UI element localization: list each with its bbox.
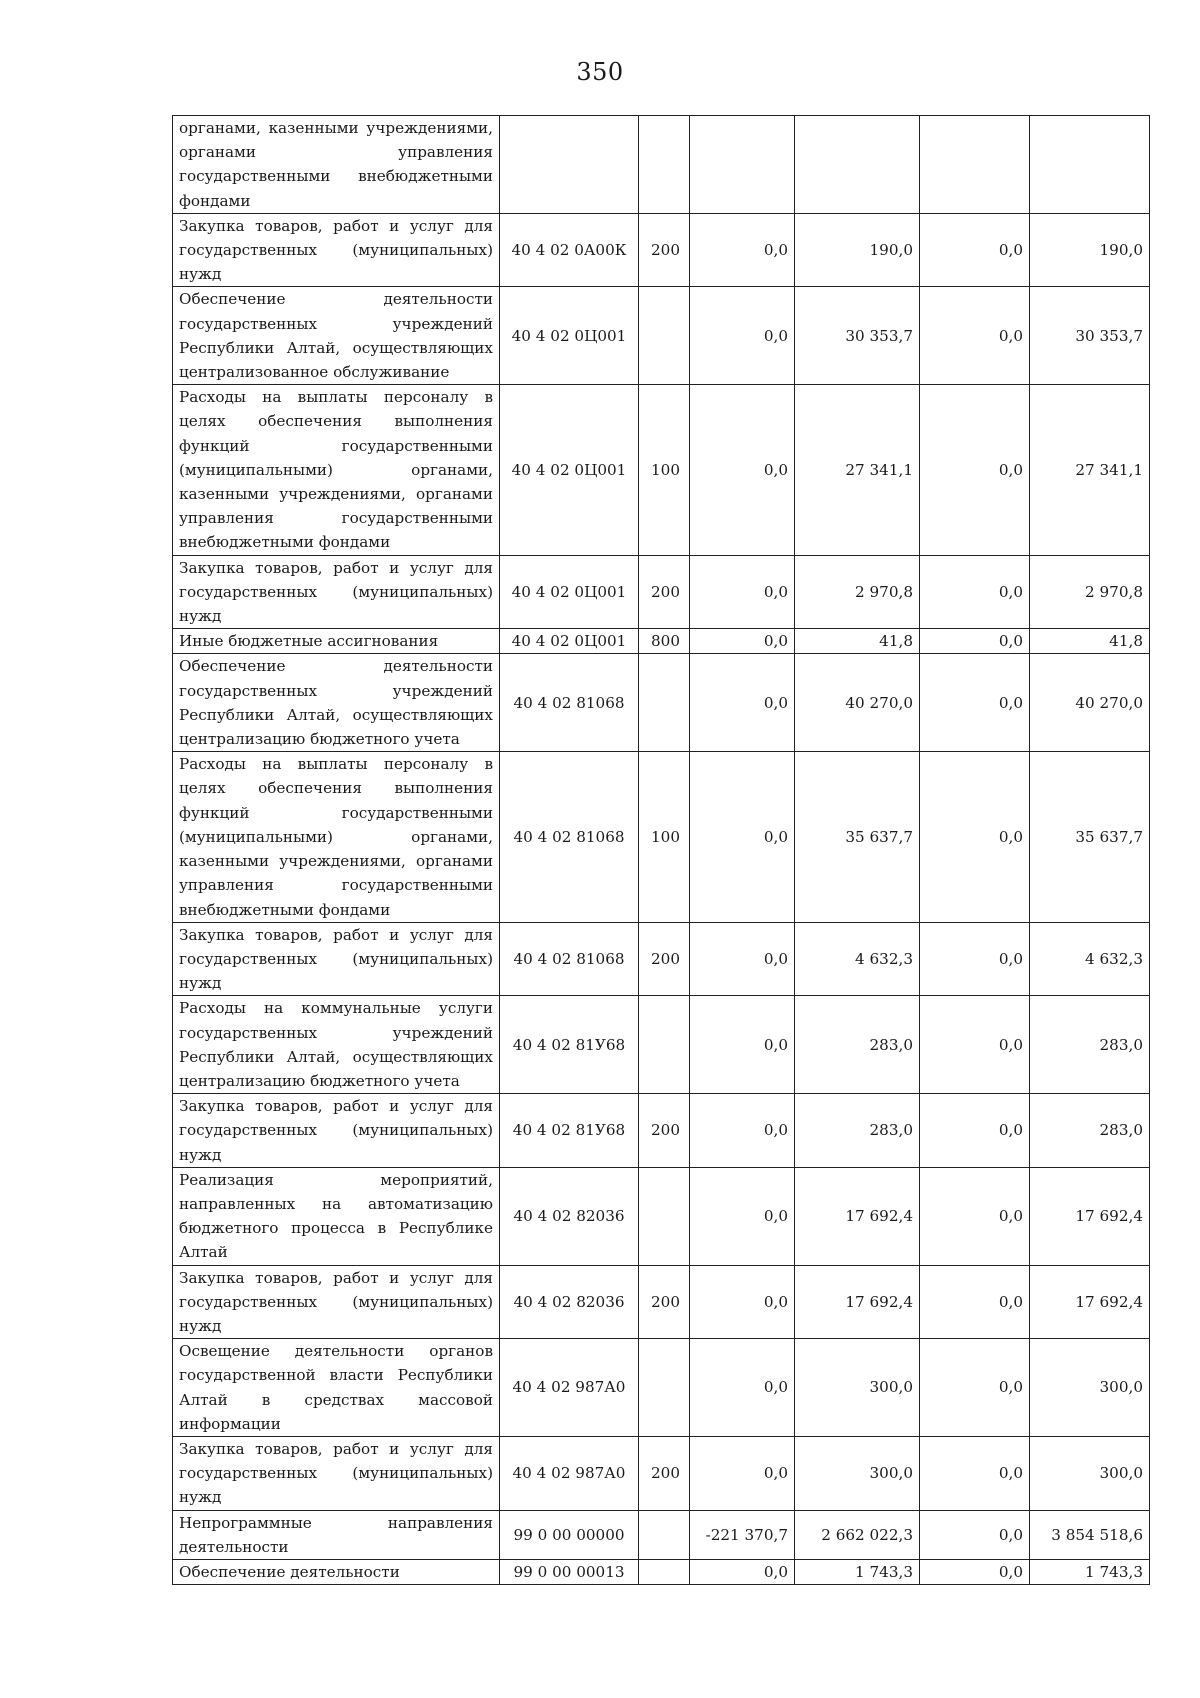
row-name: Закупка товаров, работ и услуг для государственных (муниципальных) нужд bbox=[173, 1436, 500, 1510]
row-expense-type bbox=[639, 1559, 690, 1584]
budget-table bbox=[172, 115, 1150, 1585]
row-value-3: 0,0 bbox=[920, 1094, 1030, 1168]
row-value-3: 0,0 bbox=[920, 287, 1030, 385]
row-code: 40 4 02 0Ц001 bbox=[500, 385, 639, 555]
row-value-1: 0,0 bbox=[690, 1559, 795, 1584]
row-value-4: 35 637,7 bbox=[1030, 752, 1150, 922]
table-row bbox=[173, 1167, 1150, 1265]
row-expense-type bbox=[639, 1510, 690, 1559]
row-value-4: 300,0 bbox=[1030, 1436, 1150, 1510]
table-row bbox=[173, 116, 1150, 214]
row-code: 40 4 02 81У68 bbox=[500, 996, 639, 1094]
row-value-4: 40 270,0 bbox=[1030, 654, 1150, 752]
table-row bbox=[173, 922, 1150, 996]
row-expense-type bbox=[639, 1167, 690, 1265]
row-value-2: 40 270,0 bbox=[795, 654, 920, 752]
row-value-1: -221 370,7 bbox=[690, 1510, 795, 1559]
row-value-4: 3 854 518,6 bbox=[1030, 1510, 1150, 1559]
row-value-3 bbox=[920, 116, 1030, 214]
table-row bbox=[173, 996, 1150, 1094]
row-name: Расходы на коммунальные услуги государственных учреждений Республики Алтай, осуществляющих централизацию бюджетного учета bbox=[173, 996, 500, 1094]
row-value-3: 0,0 bbox=[920, 654, 1030, 752]
row-value-2: 300,0 bbox=[795, 1436, 920, 1510]
row-value-2: 17 692,4 bbox=[795, 1265, 920, 1339]
row-expense-type: 200 bbox=[639, 213, 690, 287]
row-expense-type bbox=[639, 287, 690, 385]
row-value-4: 1 743,3 bbox=[1030, 1559, 1150, 1584]
row-code: 40 4 02 0Ц001 bbox=[500, 287, 639, 385]
row-code: 40 4 02 0А00К bbox=[500, 213, 639, 287]
row-value-1: 0,0 bbox=[690, 629, 795, 654]
row-name: Расходы на выплаты персоналу в целях обеспечения выполнения функций государственными (муниципальными) органами, казенными учреждениями, органами управления государственными внебюджетными фондами bbox=[173, 752, 500, 922]
row-expense-type: 200 bbox=[639, 1265, 690, 1339]
row-name: органами, казенными учреждениями, органами управления государственными внебюджетными фондами bbox=[173, 116, 500, 214]
row-name: Закупка товаров, работ и услуг для государственных (муниципальных) нужд bbox=[173, 1265, 500, 1339]
row-name: Обеспечение деятельности государственных учреждений Республики Алтай, осуществляющих централизованное обслуживание bbox=[173, 287, 500, 385]
row-value-4: 190,0 bbox=[1030, 213, 1150, 287]
row-code: 40 4 02 81068 bbox=[500, 654, 639, 752]
row-value-1: 0,0 bbox=[690, 752, 795, 922]
row-value-2: 4 632,3 bbox=[795, 922, 920, 996]
table-row bbox=[173, 555, 1150, 629]
row-code: 40 4 02 0Ц001 bbox=[500, 629, 639, 654]
row-value-3: 0,0 bbox=[920, 385, 1030, 555]
row-value-3: 0,0 bbox=[920, 1167, 1030, 1265]
row-value-1: 0,0 bbox=[690, 385, 795, 555]
row-value-2: 2 970,8 bbox=[795, 555, 920, 629]
row-value-3: 0,0 bbox=[920, 1265, 1030, 1339]
row-name: Расходы на выплаты персоналу в целях обеспечения выполнения функций государственными (муниципальными) органами, казенными учреждениями, органами управления государственными внебюджетными фондами bbox=[173, 385, 500, 555]
row-code: 40 4 02 987А0 bbox=[500, 1339, 639, 1437]
row-value-2: 283,0 bbox=[795, 1094, 920, 1168]
page-number: 350 bbox=[576, 58, 624, 86]
row-code: 99 0 00 00013 bbox=[500, 1559, 639, 1584]
row-code: 40 4 02 81068 bbox=[500, 922, 639, 996]
row-value-2: 41,8 bbox=[795, 629, 920, 654]
row-expense-type: 100 bbox=[639, 385, 690, 555]
row-value-1 bbox=[690, 116, 795, 214]
row-value-4: 27 341,1 bbox=[1030, 385, 1150, 555]
row-code bbox=[500, 116, 639, 214]
table-row bbox=[173, 629, 1150, 654]
row-value-4: 300,0 bbox=[1030, 1339, 1150, 1437]
row-value-1: 0,0 bbox=[690, 996, 795, 1094]
row-value-2: 1 743,3 bbox=[795, 1559, 920, 1584]
row-code: 40 4 02 82036 bbox=[500, 1265, 639, 1339]
table-row bbox=[173, 385, 1150, 555]
row-value-4: 17 692,4 bbox=[1030, 1167, 1150, 1265]
row-name: Закупка товаров, работ и услуг для государственных (муниципальных) нужд bbox=[173, 1094, 500, 1168]
row-expense-type: 200 bbox=[639, 1094, 690, 1168]
row-value-2: 190,0 bbox=[795, 213, 920, 287]
row-value-1: 0,0 bbox=[690, 654, 795, 752]
row-name: Иные бюджетные ассигнования bbox=[173, 629, 500, 654]
row-value-4: 4 632,3 bbox=[1030, 922, 1150, 996]
row-expense-type bbox=[639, 1339, 690, 1437]
row-name: Непрограммные направления деятельности bbox=[173, 1510, 500, 1559]
row-value-2: 35 637,7 bbox=[795, 752, 920, 922]
table-row bbox=[173, 1436, 1150, 1510]
table-row bbox=[173, 1094, 1150, 1168]
row-value-3: 0,0 bbox=[920, 1559, 1030, 1584]
table-row bbox=[173, 752, 1150, 922]
row-value-4: 41,8 bbox=[1030, 629, 1150, 654]
row-value-3: 0,0 bbox=[920, 213, 1030, 287]
row-code: 40 4 02 987А0 bbox=[500, 1436, 639, 1510]
row-value-3: 0,0 bbox=[920, 1436, 1030, 1510]
table-row bbox=[173, 213, 1150, 287]
row-expense-type bbox=[639, 996, 690, 1094]
row-value-3: 0,0 bbox=[920, 555, 1030, 629]
row-expense-type: 200 bbox=[639, 555, 690, 629]
table-row bbox=[173, 654, 1150, 752]
row-name: Реализация мероприятий, направленных на автоматизацию бюджетного процесса в Республике Алтай bbox=[173, 1167, 500, 1265]
row-name: Обеспечение деятельности bbox=[173, 1559, 500, 1584]
table-row bbox=[173, 1339, 1150, 1437]
row-name: Обеспечение деятельности государственных учреждений Республики Алтай, осуществляющих централизацию бюджетного учета bbox=[173, 654, 500, 752]
row-value-1: 0,0 bbox=[690, 1167, 795, 1265]
row-value-3: 0,0 bbox=[920, 922, 1030, 996]
row-expense-type bbox=[639, 116, 690, 214]
row-value-1: 0,0 bbox=[690, 1436, 795, 1510]
row-expense-type: 800 bbox=[639, 629, 690, 654]
row-value-1: 0,0 bbox=[690, 555, 795, 629]
row-value-4: 17 692,4 bbox=[1030, 1265, 1150, 1339]
row-value-3: 0,0 bbox=[920, 1510, 1030, 1559]
row-value-4: 283,0 bbox=[1030, 1094, 1150, 1168]
row-value-3: 0,0 bbox=[920, 629, 1030, 654]
budget-table-body bbox=[173, 116, 1150, 1585]
row-value-4 bbox=[1030, 116, 1150, 214]
row-name: Освещение деятельности органов государственной власти Республики Алтай в средствах массовой информации bbox=[173, 1339, 500, 1437]
row-value-4: 2 970,8 bbox=[1030, 555, 1150, 629]
row-name: Закупка товаров, работ и услуг для государственных (муниципальных) нужд bbox=[173, 213, 500, 287]
row-code: 40 4 02 81068 bbox=[500, 752, 639, 922]
row-value-2: 27 341,1 bbox=[795, 385, 920, 555]
table-row bbox=[173, 1510, 1150, 1559]
row-expense-type: 200 bbox=[639, 922, 690, 996]
row-value-1: 0,0 bbox=[690, 1339, 795, 1437]
table-row bbox=[173, 287, 1150, 385]
row-code: 40 4 02 0Ц001 bbox=[500, 555, 639, 629]
row-code: 40 4 02 81У68 bbox=[500, 1094, 639, 1168]
row-name: Закупка товаров, работ и услуг для государственных (муниципальных) нужд bbox=[173, 922, 500, 996]
row-expense-type: 100 bbox=[639, 752, 690, 922]
row-value-1: 0,0 bbox=[690, 1094, 795, 1168]
row-name: Закупка товаров, работ и услуг для государственных (муниципальных) нужд bbox=[173, 555, 500, 629]
row-value-3: 0,0 bbox=[920, 752, 1030, 922]
table-row bbox=[173, 1559, 1150, 1584]
row-value-3: 0,0 bbox=[920, 996, 1030, 1094]
row-value-3: 0,0 bbox=[920, 1339, 1030, 1437]
row-value-4: 30 353,7 bbox=[1030, 287, 1150, 385]
row-value-2: 300,0 bbox=[795, 1339, 920, 1437]
row-expense-type: 200 bbox=[639, 1436, 690, 1510]
row-value-2: 30 353,7 bbox=[795, 287, 920, 385]
row-value-2: 283,0 bbox=[795, 996, 920, 1094]
row-value-4: 283,0 bbox=[1030, 996, 1150, 1094]
row-value-1: 0,0 bbox=[690, 1265, 795, 1339]
row-value-1: 0,0 bbox=[690, 287, 795, 385]
row-value-2: 2 662 022,3 bbox=[795, 1510, 920, 1559]
row-expense-type bbox=[639, 654, 690, 752]
table-row bbox=[173, 1265, 1150, 1339]
row-code: 40 4 02 82036 bbox=[500, 1167, 639, 1265]
row-value-1: 0,0 bbox=[690, 922, 795, 996]
row-code: 99 0 00 00000 bbox=[500, 1510, 639, 1559]
row-value-2: 17 692,4 bbox=[795, 1167, 920, 1265]
row-value-2 bbox=[795, 116, 920, 214]
row-value-1: 0,0 bbox=[690, 213, 795, 287]
